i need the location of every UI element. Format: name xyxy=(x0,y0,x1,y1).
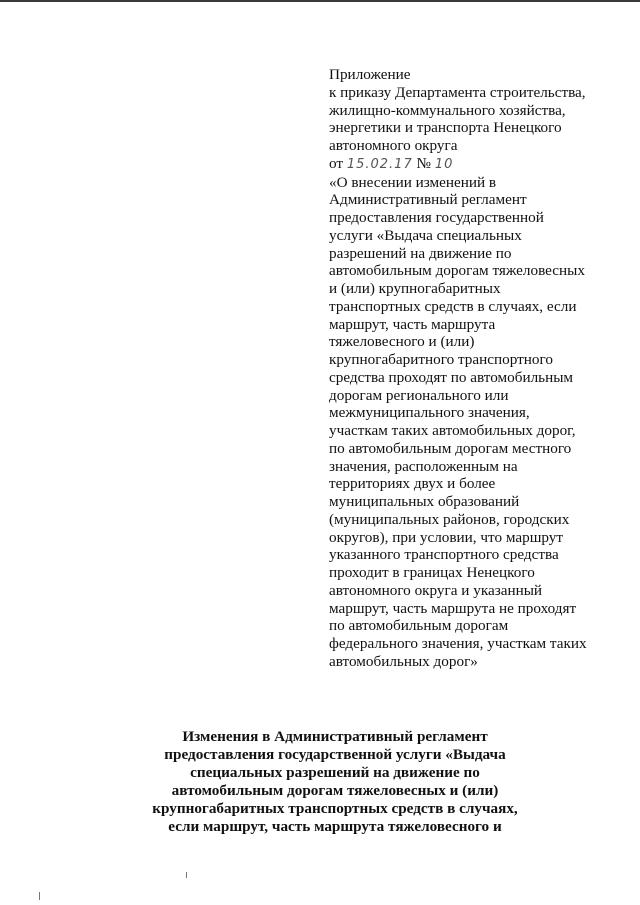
heading-line: крупногабаритных транспортных средств в случаях, xyxy=(152,800,518,817)
appendix-text-line: крупногабаритного транспортного xyxy=(329,351,553,368)
appendix-text-line: средства проходят по автомобильным xyxy=(329,368,574,386)
appendix-order-title xyxy=(329,174,629,671)
heading-line: специальных разрешений на движение по xyxy=(190,764,480,781)
appendix-text-line: по автомобильным дорогам местного xyxy=(329,439,572,457)
appendix-text-line: муниципальных образований xyxy=(329,493,520,510)
appendix-text-line: и (или) крупногабаритных xyxy=(329,280,501,297)
appendix-text-line: проходит в границах Ненецкого xyxy=(329,564,535,581)
heading-line: Изменения в Административный регламент xyxy=(182,728,488,745)
handwritten-date: 15.02.17 xyxy=(346,156,413,172)
appendix-text-line: (муниципальных районов, городских xyxy=(329,510,570,528)
appendix-text-line: территориях двух и более xyxy=(329,475,496,493)
number-prefix: № xyxy=(416,154,432,172)
appendix-text-line: федерального значения, участкам таких xyxy=(329,635,587,652)
handwritten-number: 10 xyxy=(434,156,454,172)
appendix-text-line: автономного округа и указанный xyxy=(329,581,543,599)
appendix-text-line: маршрут, часть маршрута xyxy=(329,315,496,333)
appendix-block xyxy=(329,66,629,671)
appendix-text-line: предоставления государственной xyxy=(329,209,544,226)
appendix-order-reference xyxy=(329,84,629,155)
appendix-text-line: услуги «Выдача специальных xyxy=(329,226,522,244)
top-border-line xyxy=(0,0,640,2)
heading-line: автомобильным дорогам тяжеловесных и (или) xyxy=(171,782,499,799)
appendix-text-line: разрешений на движение по xyxy=(329,244,512,262)
appendix-text-line: тяжеловесного и (или) xyxy=(329,333,475,351)
document-heading xyxy=(130,728,540,836)
appendix-title: Приложение xyxy=(329,66,411,83)
heading-line: предоставления государственной услуги «Выдача xyxy=(164,746,506,763)
appendix-text-line: автомобильным дорогам тяжеловесных xyxy=(329,262,585,280)
appendix-text-line: жилищно-коммунального хозяйства, xyxy=(329,101,566,119)
appendix-text-line: транспортных средств в случаях, если xyxy=(329,297,577,315)
appendix-text-line: автомобильных дорог» xyxy=(329,652,478,670)
heading-line: если маршрут, часть маршрута тяжеловесного и xyxy=(168,818,502,835)
appendix-text-line: значения, расположенным на xyxy=(329,457,518,475)
appendix-text-line: автономного округа xyxy=(329,137,458,154)
appendix-text-line: «О внесении изменений в xyxy=(329,173,497,191)
appendix-text-line: к приказу Департамента строительства, xyxy=(329,83,586,101)
appendix-text-line: по автомобильным дорогам xyxy=(329,617,509,635)
appendix-text-line: указанного транспортного средства xyxy=(329,546,559,564)
date-prefix: от xyxy=(329,154,344,172)
appendix-text-line: энергетики и транспорта Ненецкого xyxy=(329,119,562,137)
appendix-text-line: межмуниципального значения, xyxy=(329,404,530,422)
scan-artifact xyxy=(39,892,40,900)
appendix-text-line: Административный регламент xyxy=(329,191,527,209)
appendix-text-line: округов), при условии, что маршрут xyxy=(329,528,564,546)
appendix-text-line: дорогам регионального или xyxy=(329,386,509,404)
appendix-text-line: маршрут, часть маршрута не проходят xyxy=(329,599,577,617)
scan-artifact xyxy=(186,872,187,878)
order-date-line xyxy=(329,155,629,174)
appendix-text-line: участкам таких автомобильных дорог, xyxy=(329,422,576,439)
